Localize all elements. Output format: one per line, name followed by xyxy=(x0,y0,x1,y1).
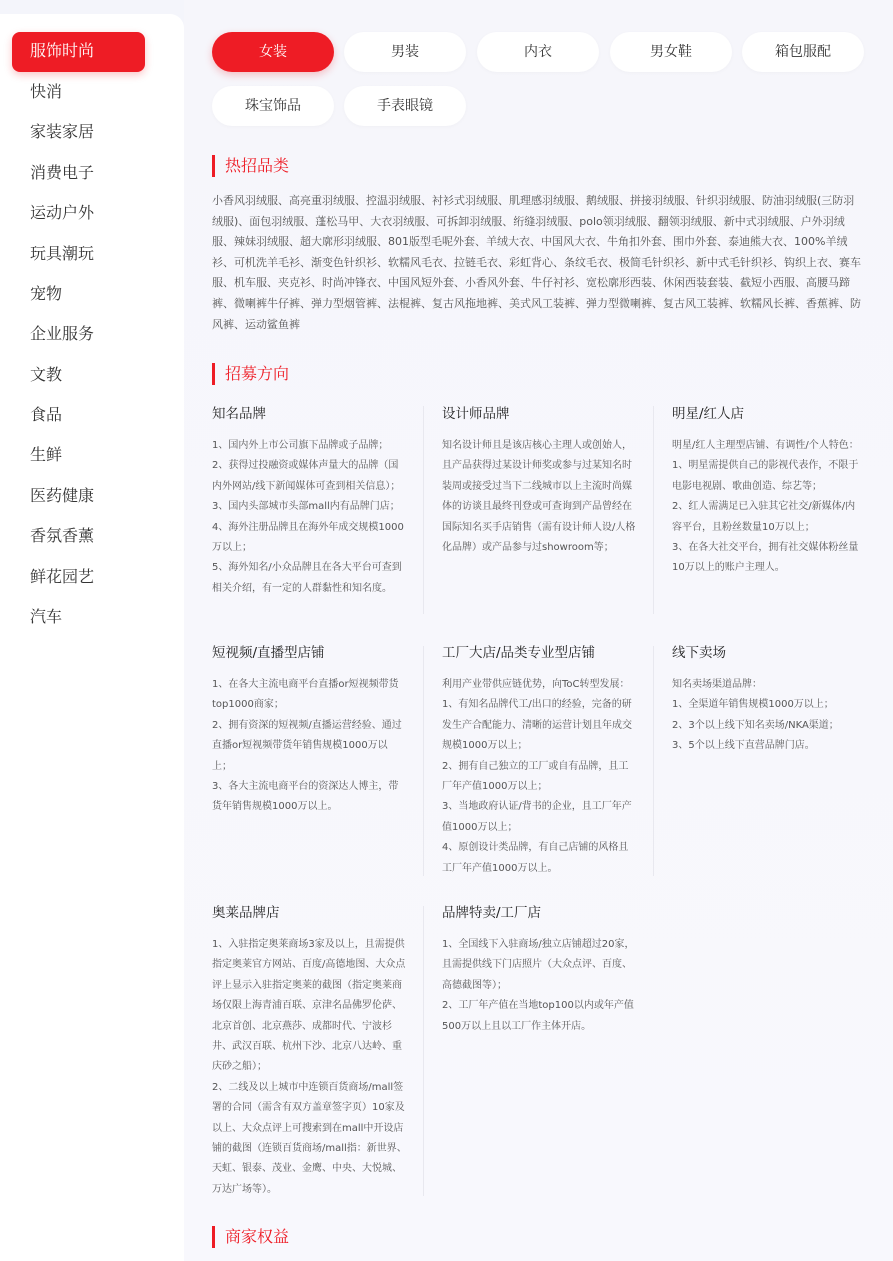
hot-categories-text: 小香风羽绒服、高亮重羽绒服、控温羽绒服、衬衫式羽绒服、肌理感羽绒服、鹅绒服、拼接羽绒服、针织羽绒服、防油羽绒服(三防羽绒服)、面包羽绒服、蓬松马甲、大衣羽绒服、可拆卸羽绒服、绗缝羽绒服、polo领羽绒服、翻领羽绒服、新中式羽绒服、户外羽绒服、辣妹羽绒服、超大廓形羽绒服、801版型毛呢外套、羊绒大衣、中国风大衣、牛角扣外套、围巾外套、泰迪熊大衣、100%羊绒衫、可机洗羊毛衫、渐变色针织衫、软糯风毛衣、拉链毛衣、彩虹背心、条纹毛衣、极简毛针织衫、新中式毛针织衫、钩织上衣、赛车服、机车服、夹克衫、时尚冲锋衣、中国风短外套、小香风外套、牛仔衬衫、宽松廓形西装、休闲西装套装、截短小西服、高腰马蹄裤、微喇裤牛仔裤、弹力型烟管裤、法棍裤、复古风拖地裤、美式风工装裤、弹力型微喇裤、复古风工装裤、软糯风长裤、香蕉裤、防风裤、运动鲨鱼裤 xyxy=(212,194,861,331)
benefits-title: 商家权益 xyxy=(212,1226,289,1248)
main-content xyxy=(184,0,893,1261)
card-body: 1、在各大主流电商平台直播or短视频带货top1000商家； 2、拥有资深的短视频/直播运营经验、通过直播or短视频带货年销售规模1000万以上； 3、各大主流电商平台的资深达人博主，带货年销售规模1000万以上。 xyxy=(212,679,402,813)
tab-underwear[interactable]: 内衣 xyxy=(477,32,599,72)
divider xyxy=(653,406,654,614)
sidebar-item-health[interactable]: 医药健康 xyxy=(30,486,95,505)
divider xyxy=(653,646,654,876)
recruit-title: 招募方向 xyxy=(212,363,289,385)
recruit-card-factory-store xyxy=(442,643,637,879)
sidebar-item-electronics[interactable]: 消费电子 xyxy=(30,163,95,182)
sidebar-item-fragrance[interactable]: 香氛香薰 xyxy=(30,526,95,545)
card-title: 设计师品牌 xyxy=(442,406,510,422)
card-body: 1、国内外上市公司旗下品牌或子品牌； 2、获得过投融资或媒体声量大的品牌（国内外网站/线下新闻媒体可查到相关信息）； 3、国内头部城市头部mall内有品牌门店； 4、海外注册品牌且在海外年成交规模1000万以上； 5、海外知名/小众品牌且在各大平台可查到相关介绍，有一定的人群黏性和知名度。 xyxy=(212,440,404,594)
hot-categories-title: 热招品类 xyxy=(212,155,289,177)
sidebar-item-home[interactable]: 家装家居 xyxy=(30,122,95,141)
card-title: 奥莱品牌店 xyxy=(212,905,280,921)
card-title: 品牌特卖/工厂店 xyxy=(442,905,542,921)
recruit-card-offline-mall xyxy=(672,643,864,757)
recruit-card-brand-outlet xyxy=(442,903,637,1037)
card-body: 1、全国线下入驻商场/独立店铺超过20家，且需提供线下门店照片（大众点评、百度、高德截图等）； 2、工厂年产值在当地top100以内或年产值500万以上且以工厂作主体开店。 xyxy=(442,939,635,1032)
sidebar-item-fmcg[interactable]: 快消 xyxy=(30,82,63,101)
recruit-card-famous-brand xyxy=(212,404,407,599)
tab-bags[interactable]: 箱包服配 xyxy=(742,32,864,72)
sidebar-item-auto[interactable]: 汽车 xyxy=(30,607,63,626)
card-body: 明星/红人主理型店铺、有调性/个人特色： 1、明星需提供自己的影视代表作，不限于电影电视剧、歌曲创造、综艺等； 2、红人需满足已入驻其它社交/新媒体/内容平台，且粉丝数量10万以上； 3、在各大社交平台，拥有社交媒体粉丝量10万以上的账户主理人。 xyxy=(672,440,859,574)
card-body: 知名设计师且是该店核心主理人或创始人，且产品获得过某设计师奖或参与过某知名时装周或接受过当下二线城市以上主流时尚媒体的访谈且最终刊登或可查询到产品曾经在国际知名买手店销售（需有设计师人设/人格化品牌）或产品参与过showroom等； xyxy=(442,440,636,554)
tab-jewelry[interactable]: 珠宝饰品 xyxy=(212,86,334,126)
sidebar-item-fresh[interactable]: 生鲜 xyxy=(30,445,63,464)
recruit-card-designer-brand xyxy=(442,404,637,558)
category-sidebar xyxy=(0,14,184,1261)
card-body: 利用产业带供应链优势，向ToC转型发展： 1、有知名品牌代工/出口的经验，完备的研发生产合配能力、清晰的运营计划且年成交规模1000万以上； 2、拥有自己独立的工厂或自有品牌，且工厂年产值1000万以上； 3、当地政府认证/背书的企业，且工厂年产值1000万以上； 4、原创设计类品牌，有自己店铺的风格且工厂年产值1000万以上。 xyxy=(442,679,632,874)
sidebar-item-enterprise[interactable]: 企业服务 xyxy=(30,324,95,343)
sidebar-item-fashion[interactable]: 服饰时尚 xyxy=(12,32,145,72)
sidebar-item-pets[interactable]: 宠物 xyxy=(30,284,63,303)
sidebar-item-food[interactable]: 食品 xyxy=(30,405,63,424)
sidebar-item-garden[interactable]: 鲜花园艺 xyxy=(30,567,95,586)
divider xyxy=(423,406,424,614)
card-body: 1、入驻指定奥莱商场3家及以上，且需提供指定奥莱官方网站、百度/高德地图、大众点评上显示入驻指定奥莱的截图（指定奥莱商场仅限上海青浦百联、京津名品佛罗伦萨、北京首创、北京燕莎、成都时代、宁波杉井、武汉百联、杭州下沙、北京八达岭、重庆砂之船）； 2、二线及以上城市中连锁百货商场/mall签署的合同（需含有双方盖章签字页）10家及以上、大众点评上可搜索到在mall中开设店铺的截图（连锁百货商场/mall指：新世界、天虹、银泰、茂业、金鹰、中央、大悦城、万达广场等）。 xyxy=(212,939,407,1195)
sidebar-item-education[interactable]: 文教 xyxy=(30,365,63,384)
recruit-card-outlet-store xyxy=(212,903,407,1200)
tab-womens[interactable]: 女装 xyxy=(212,32,334,72)
recruit-card-livestream-store xyxy=(212,643,407,818)
divider xyxy=(423,646,424,876)
card-title: 短视频/直播型店铺 xyxy=(212,645,325,661)
sidebar-item-toys[interactable]: 玩具潮玩 xyxy=(30,244,95,263)
card-title: 明星/红人店 xyxy=(672,406,745,422)
recruit-card-celebrity-store xyxy=(672,404,864,579)
divider xyxy=(423,906,424,1196)
tab-mens[interactable]: 男装 xyxy=(344,32,466,72)
card-body: 知名卖场渠道品牌： 1、全渠道年销售规模1000万以上； 2、3个以上线下知名卖场/NKA渠道； 3、5个以上线下直营品牌门店。 xyxy=(672,679,839,752)
card-title: 工厂大店/品类专业型店铺 xyxy=(442,645,596,661)
sidebar-item-sports[interactable]: 运动户外 xyxy=(30,203,95,222)
card-title: 知名品牌 xyxy=(212,406,266,422)
tab-shoes[interactable]: 男女鞋 xyxy=(610,32,732,72)
card-title: 线下卖场 xyxy=(672,645,726,661)
tab-watches[interactable]: 手表眼镜 xyxy=(344,86,466,126)
